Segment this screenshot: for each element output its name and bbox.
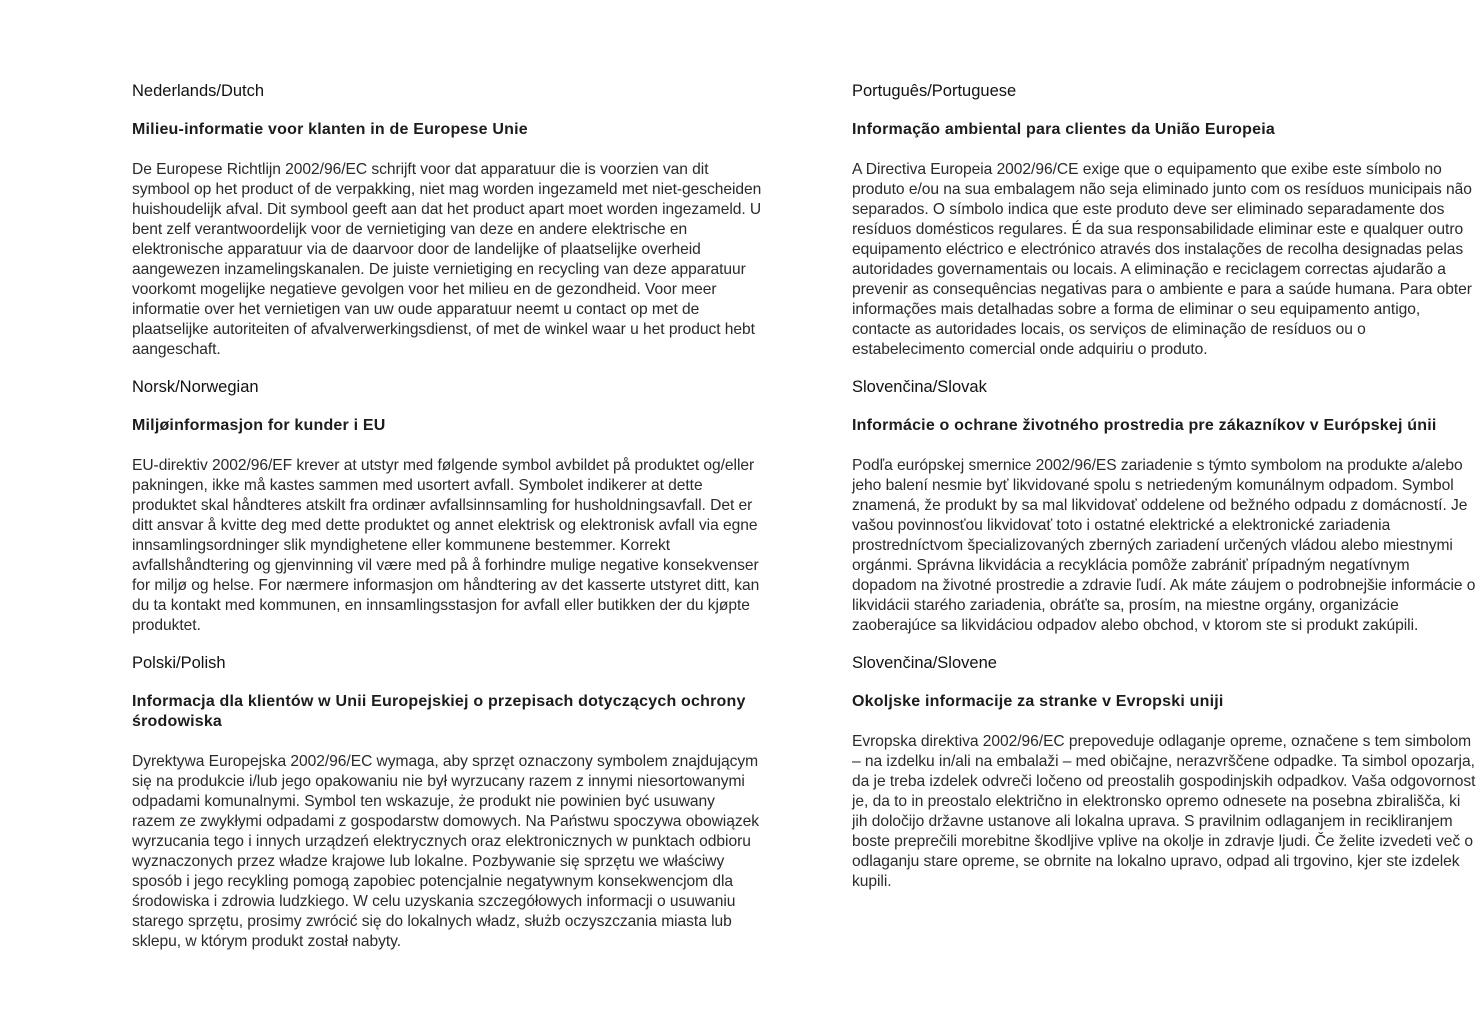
subheading-dutch: Milieu-informatie voor klanten in de Europese Unie <box>132 121 528 138</box>
subheading-norwegian: Miljøinformasjon for kunder i EU <box>132 417 386 434</box>
section-dutch <box>132 80 762 360</box>
left-column <box>132 80 762 952</box>
body-slovene: Evropska direktiva 2002/96/EC prepoveduje odlaganje opreme, označene s tem simbolom – na izdelku in/ali na embalaži – med običajne, nerazvrščene odpadke. Ta simbol opozarja, da je treba izdelek odvreči ločeno od preostalih gospodinjskih odpadkov. Vaša odgovornost je, da to in preostalo električno in elektronsko opremo odnesete na posebna zbirališča, ki jih določijo državne ustanove ali lokalna uprava. S pravilnim odlaganjem in recikliranjem boste preprečili morebitne škodljive vplive na okolje in zdravje ljudi. Če želite izvedeti več o odlaganju stare opreme, se obrnite na lokalno upravo, odpad ali trgovino, kjer ste izdelek kupili. <box>852 733 1476 890</box>
body-norwegian: EU-direktiv 2002/96/EF krever at utstyr med følgende symbol avbildet på produktet og/eller pakningen, ikke må kastes sammen med usortert avfall. Symbolet indikerer at dette produktet skal håndteres atskilt fra ordinær avfallsinnsamling for husholdningsavfall. Det er ditt ansvar å kvitte deg med dette produktet og annet elektrisk og elektronisk avfall via egne innsamlingsordninger slik myndighetene eller kommunene bestemmer. Korrekt avfallshåndtering og gjenvinning vil være med på å forhindre mulige negative konsekvenser for miljø og helse. For nærmere informasjon om håndtering av det kasserte utstyret ditt, kan du ta kontakt med kommunen, en innsamlingsstasjon for avfall eller butikken der du kjøpte produktet. <box>132 457 760 634</box>
subheading-portuguese: Informação ambiental para clientes da União Europeia <box>852 121 1275 138</box>
heading-norwegian: Norsk/Norwegian <box>132 378 259 396</box>
body-dutch: De Europese Richtlijn 2002/96/EC schrijft voor dat apparatuur die is voorzien van dit symbool op het product of de verpakking, niet mag worden ingezameld met niet-gescheiden huishoudelijk afval. Dit symbool geeft aan dat het product apart moet worden ingezameld. U bent zelf verantwoordelijk voor de vernietiging van deze en andere elektrische en elektronische apparatuur via de daarvoor door de landelijke of plaatselijke overheid aangewezen inzamelingskanalen. De juiste vernietiging en recycling van deze apparatuur voorkomt mogelijke negatieve gevolgen voor het milieu en de gezondheid. Voor meer informatie over het vernietigen van uw oude apparatuur neemt u contact op met de plaatselijke autoriteiten of afvalverwerkingsdienst, of met de winkel waar u het product hebt aangeschaft. <box>132 161 762 358</box>
section-slovene <box>852 652 1476 892</box>
section-slovak <box>852 376 1476 636</box>
heading-dutch: Nederlands/Dutch <box>132 82 265 100</box>
body-polish: Dyrektywa Europejska 2002/96/EC wymaga, aby sprzęt oznaczony symbolem znajdującym się na produkcie i/lub jego opakowaniu nie był wyrzucany razem z innymi niesortowanymi odpadami komunalnymi. Symbol ten wskazuje, że produkt nie powinien być usuwany razem ze zwykłymi odpadami z gospodarstw domowych. Na Państwu spoczywa obowiązek wyrzucania tego i innych urządzeń elektrycznych oraz elektronicznych w punktach odbioru wyznaczonych przez władze krajowe lub lokalne. Pozbywanie się sprzętu we właściwy sposób i jego recykling pomogą zapobiec potencjalnie negatywnym konsekwencjom dla środowiska i zdrowia ludzkiego. W celu uzyskania szczegółowych informacji o usuwaniu starego sprzętu, prosimy zwrócić się do lokalnych władz, służb oczyszczania miasta lub sklepu, w którym produkt został nabyty. <box>132 753 759 950</box>
body-slovak: Podľa európskej smernice 2002/96/ES zariadenie s týmto symbolom na produkte a/alebo jeho balení nesmie byť likvidované spolu s netriedeným komunálnym odpadom. Symbol znamená, že produkt by sa mal likvidovať oddelene od bežného odpadu z domácností. Je vašou povinnosťou likvidovať toto i ostatné elektrické a elektronické zariadenia prostredníctvom špecializovaných zberných zariadení určených vládou alebo miestnymi orgánmi. Správna likvidácia a recyklácia pomôže zabrániť prípadným negatívnym dopadom na životné prostredie a zdravie ľudí. Ak máte záujem o podrobnejšie informácie o likvidácii starého zariadenia, obráťte sa, prosím, na miestne orgány, organizácie zaoberajúce sa likvidáciou odpadov alebo obchod, v ktorom ste si produkt zakúpili. <box>852 457 1476 634</box>
heading-polish: Polski/Polish <box>132 654 226 672</box>
heading-portuguese: Português/Portuguese <box>852 82 1017 100</box>
subheading-slovak: Informácie o ochrane životného prostredia pre zákazníkov v Európskej únii <box>852 417 1437 434</box>
section-portuguese <box>852 80 1476 360</box>
heading-slovene: Slovenčina/Slovene <box>852 654 997 672</box>
subheading-polish: Informacja dla klientów w Unii Europejskiej o przepisach dotyczących ochrony środowiska <box>132 693 746 730</box>
heading-slovak: Slovenčina/Slovak <box>852 378 987 396</box>
subheading-slovene: Okoljske informacije za stranke v Evropski uniji <box>852 693 1224 710</box>
body-portuguese: A Directiva Europeia 2002/96/CE exige que o equipamento que exibe este símbolo no produto e/ou na sua embalagem não seja eliminado junto com os resíduos municipais não separados. O símbolo indica que este produto deve ser eliminado separadamente dos resíduos domésticos regulares. É da sua responsabilidade eliminar este e qualquer outro equipamento eléctrico e electrónico através dos instalações de recolha designadas pelas autoridades governamentais ou locais. A eliminação e reciclagem correctas ajudarão a prevenir as consequências negativas para o ambiente e para a saúde humana. Para obter informações mais detalhadas sobre a forma de eliminar o seu equipamento antigo, contacte as autoridades locais, os serviços de eliminação de resíduos ou o estabelecimento comercial onde adquiriu o produto. <box>852 161 1472 358</box>
section-norwegian <box>132 376 762 636</box>
right-column <box>852 80 1476 892</box>
section-polish <box>132 652 762 952</box>
